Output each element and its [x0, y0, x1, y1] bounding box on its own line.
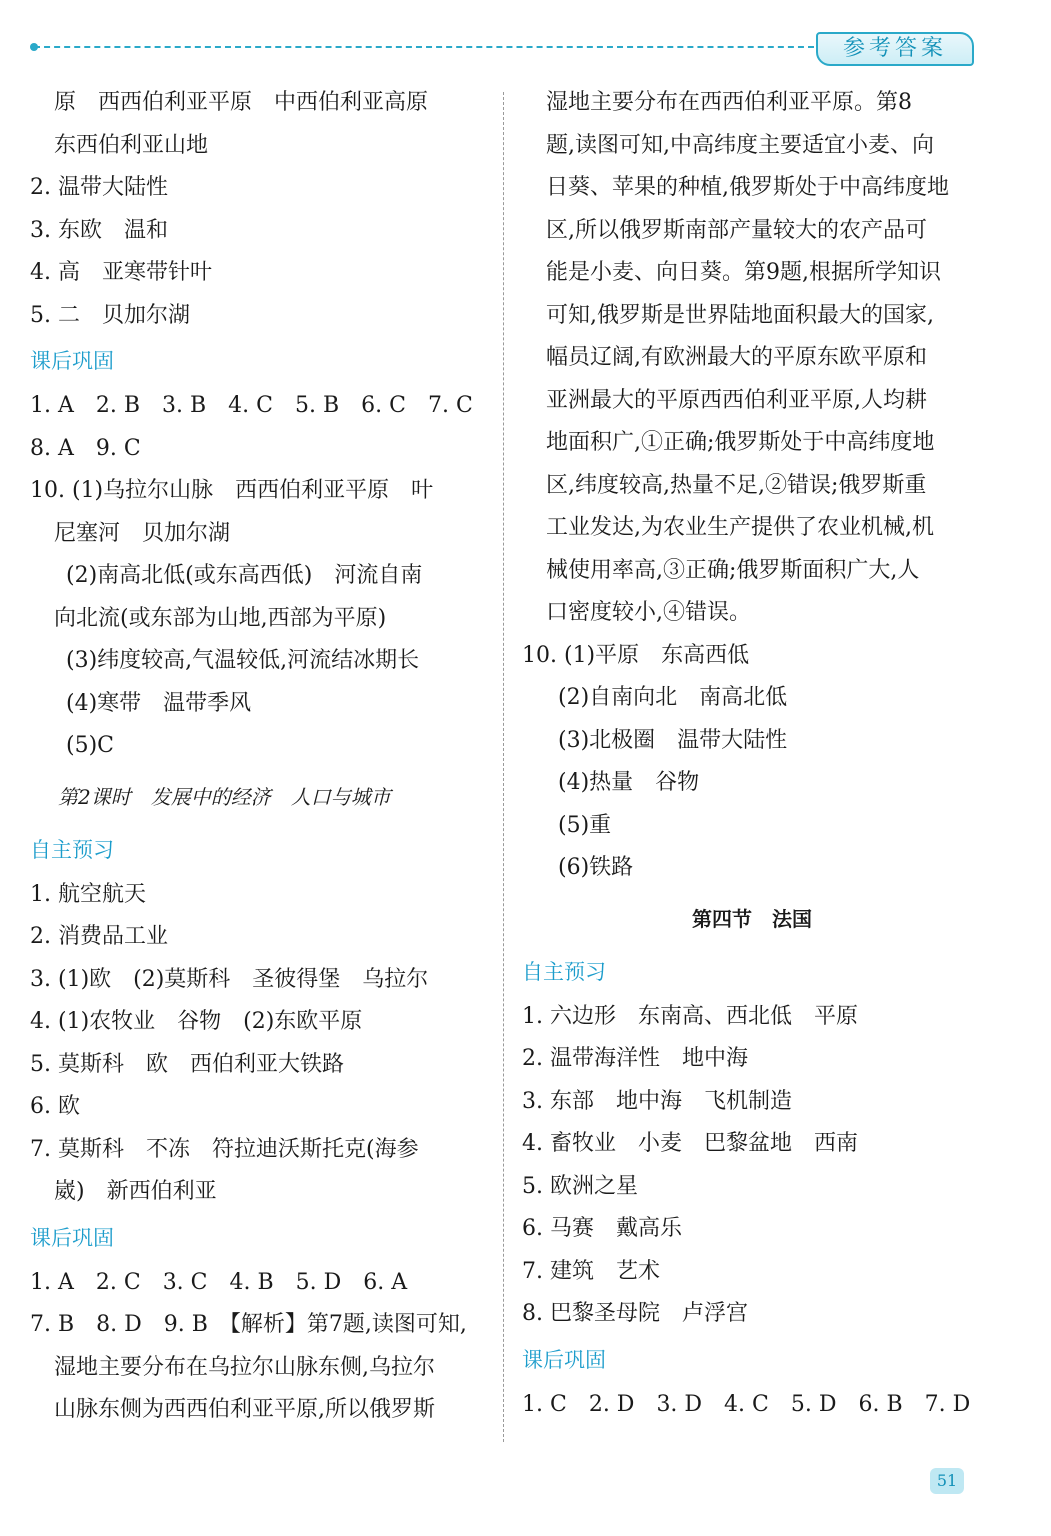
section-heading: 课后巩固 [30, 349, 114, 373]
answer-line: 6. 欧 [30, 1094, 80, 1119]
answer-line: 题,读图可知,中高纬度主要适宜小麦、向 [546, 132, 934, 158]
lesson-title: 第2课时 发展中的经济 人口与城市 [58, 784, 391, 809]
answer-line: 7. 建筑 艺术 [522, 1258, 660, 1284]
section-heading: 自主预习 [522, 959, 606, 984]
answer-line: 可知,俄罗斯是世界陆地面积最大的国家, [546, 302, 934, 328]
answer-line: 东西伯利亚山地 [54, 132, 209, 158]
section-heading: 课后巩固 [522, 1347, 606, 1372]
answer-line: 7. 莫斯科 不冻 符拉迪沃斯托克(海参 [30, 1136, 419, 1162]
answer-line: 10. (1)平原 东高西低 [522, 642, 750, 668]
answer-line: 1. A 2. B 3. B 4. C 5. B 6. C 7. C [30, 393, 473, 418]
answer-line: 4. (1)农牧业 谷物 (2)东欧平原 [30, 1009, 363, 1034]
answer-line: 1. 航空航天 [30, 881, 146, 907]
answer-key-tab: 参考答案 [816, 32, 974, 66]
answer-line: 湿地主要分布在西西伯利亚平原。第8 [546, 90, 912, 115]
answer-line: 4. 畜牧业 小麦 巴黎盆地 西南 [522, 1131, 858, 1156]
answer-line: 3. 东欧 温和 [30, 217, 168, 243]
answer-line: (4)热量 谷物 [558, 770, 700, 795]
answer-line: 亚洲最大的平原西西伯利亚平原,人均耕 [546, 387, 927, 413]
answer-line: (6)铁路 [558, 855, 634, 880]
answer-line: 5. 欧洲之星 [522, 1173, 638, 1199]
answer-line: 湿地主要分布在乌拉尔山脉东侧,乌拉尔 [54, 1354, 435, 1380]
answer-line: 5. 二 贝加尔湖 [30, 302, 190, 328]
answer-line: (5)C [66, 733, 114, 758]
answer-line: 尼塞河 贝加尔湖 [54, 520, 231, 546]
page-number: 51 [930, 1468, 964, 1494]
answer-line: 8. 巴黎圣母院 卢浮宫 [522, 1301, 748, 1326]
answer-line: 幅员辽阔,有欧洲最大的平原东欧平原和 [546, 345, 927, 370]
answer-line: 区,纬度较高,热量不足,②错误;俄罗斯重 [546, 472, 927, 498]
section-heading: 课后巩固 [30, 1225, 114, 1250]
answer-line: (5)重 [558, 812, 612, 838]
answer-line: 6. 马赛 戴高乐 [522, 1216, 682, 1241]
answer-line: 3. 东部 地中海 飞机制造 [522, 1088, 792, 1114]
answer-line: 5. 莫斯科 欧 西伯利亚大铁路 [30, 1051, 344, 1077]
section-title: 第四节 法国 [692, 906, 812, 931]
header-dashed-rule [34, 46, 814, 48]
answer-line: 日葵、苹果的种植,俄罗斯处于中高纬度地 [546, 175, 949, 200]
answer-line: 10. (1)乌拉尔山脉 西西伯利亚平原 叶 [30, 478, 434, 503]
answer-line: 1. 六边形 东南高、西北低 平原 [522, 1003, 858, 1029]
answer-line: (2)自南向北 南高北低 [558, 685, 788, 710]
answer-line: (3)纬度较高,气温较低,河流结冰期长 [66, 648, 420, 673]
answer-line: 3. (1)欧 (2)莫斯科 圣彼得堡 乌拉尔 [30, 966, 429, 992]
answer-line: 向北流(或东部为山地,西部为平原) [54, 605, 387, 631]
answer-line: 地面积广,①正确;俄罗斯处于中高纬度地 [546, 430, 935, 455]
answer-line: 能是小麦、向日葵。第9题,根据所学知识 [546, 260, 941, 285]
answer-line: (2)南高北低(或东高西低) 河流自南 [66, 563, 423, 588]
answer-line: 工业发达,为农业生产提供了农业机械,机 [546, 515, 934, 540]
column-divider [503, 92, 504, 1442]
answer-line: 区,所以俄罗斯南部产量较大的农产品可 [546, 217, 927, 243]
answer-line: 1. A 2. C 3. C 4. B 5. D 6. A [30, 1269, 408, 1295]
answer-line: 2. 温带海洋性 地中海 [522, 1046, 748, 1071]
answer-line: 2. 消费品工业 [30, 924, 168, 949]
answer-line: 械使用率高,③正确;俄罗斯面积广大,人 [546, 557, 920, 583]
answer-line: 2. 温带大陆性 [30, 175, 168, 200]
answer-line: 口密度较小,④错误。 [546, 600, 751, 625]
answer-line: 8. A 9. C [30, 435, 141, 461]
left-column [30, 82, 490, 1432]
answer-line: (3)北极圈 温带大陆性 [558, 727, 788, 753]
answer-line: 原 西西伯利亚平原 中西伯利亚高原 [54, 90, 429, 115]
answer-line: 1. C 2. D 3. D 4. C 5. D 6. B 7. D [522, 1391, 971, 1417]
answer-line: 7. B 8. D 9. B 【解析】第7题,读图可知, [30, 1312, 467, 1337]
answer-line: (4)寒带 温带季风 [66, 690, 252, 716]
right-column [522, 82, 982, 1426]
answer-line: 崴) 新西伯利亚 [54, 1179, 217, 1204]
answer-line: 山脉东侧为西西伯利亚平原,所以俄罗斯 [54, 1397, 435, 1422]
section-heading: 自主预习 [30, 837, 114, 862]
answer-line: 4. 高 亚寒带针叶 [30, 260, 212, 285]
